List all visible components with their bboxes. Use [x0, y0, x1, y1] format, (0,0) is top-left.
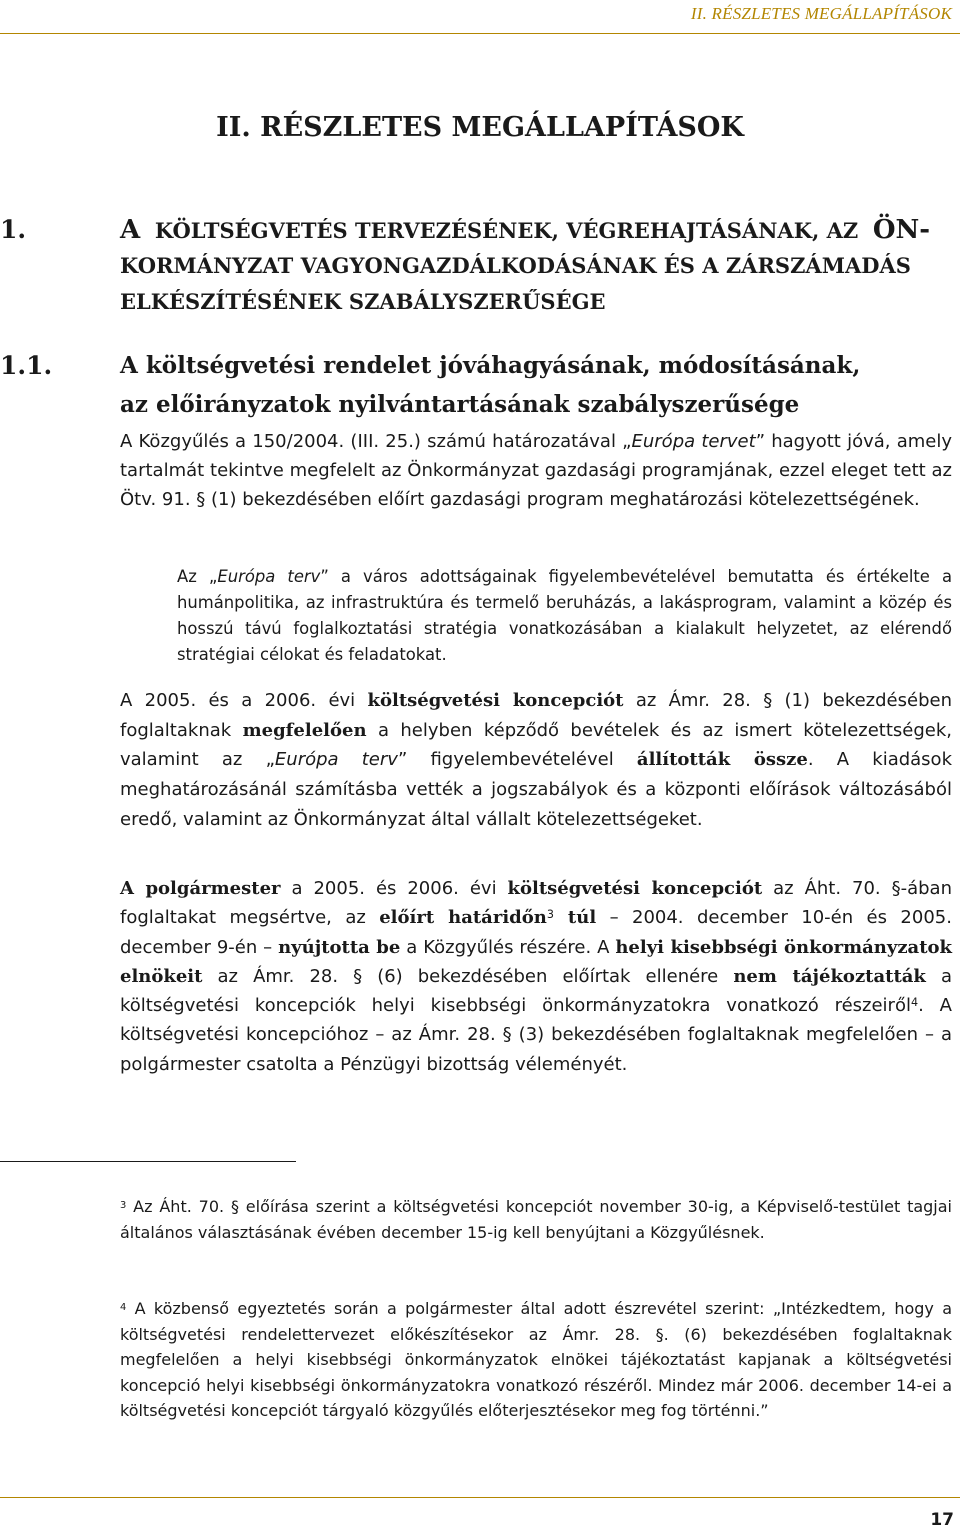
heading-line-1: A KÖLTSÉGVETÉS TERVEZÉSÉNEK, VÉGREHAJTÁSÁNAK, AZ ÖN-: [120, 215, 931, 245]
section-number: 1.: [0, 215, 27, 244]
footnote-separator: [0, 1161, 296, 1162]
footnote-mark: 4: [120, 1301, 127, 1313]
footnote-mark: 3: [120, 1199, 127, 1211]
heading-line-3: ELKÉSZÍTÉSÉNEK SZABÁLYSZERŰSÉGE: [120, 289, 606, 314]
page-number: 17: [930, 1510, 954, 1530]
subheading-line-2: az előirányzatok nyilvántartásának szabályszerűsége: [120, 391, 800, 418]
quoted-paragraph: Az „Európa terv” a város adottságainak figyelembevételével bemutatta és értékelte a humánpolitika, az infrastruktúra és termelő beruházás, a lakásprogram, valamint a közép és hosszú távú foglalkoztatási stratégia vonatkozásában a kialakult helyzetet, az elérendő stratégiai célokat és feladatokat.: [177, 567, 952, 664]
footnote-ref-4[interactable]: 4: [910, 996, 919, 1010]
subheading-line-1: A költségvetési rendelet jóváhagyásának, módosításának,: [120, 352, 861, 379]
running-header: II. RÉSZLETES MEGÁLLAPÍTÁSOK: [690, 4, 952, 23]
paragraph-polgarmester: A polgármester a 2005. és 2006. évi költségvetési koncepciót az Áht. 70. §-ában foglaltakat megsértve, az előírt határidőn$^3$ túl – 2004. december 10-én és 2005. december 9-én – nyújtotta be a Közgyűlés részére. A helyi kisebbségi önkormányzatok elnökeit az Ámr. 28. § (6) bekezdésében előírtak ellenére nem tájékoztatták a költségvetési koncepciók helyi kisebbségi önkormányzatokra vonatkozó részeiről$^4$. A költségvetési koncepcióhoz – az Ámr. 28. § (3) bekezdésében foglaltaknak megfelelően – a polgármester csatolta a Pénzügyi bizottság véleményét.: [120, 878, 952, 1075]
paragraph-koncepcio: A 2005. és a 2006. évi költségvetési koncepciót az Ámr. 28. § (1) bekezdésében foglaltaknak megfelelően a helyben képződő bevételek és az ismert kötelezettségek, valamint az „Európa terv” figyelembevételével állították össze. A kiadások meghatározásánál számításba vették a jogszabályok és a központi előírások változásából eredő, valamint az Önkormányzat által vállalt kötelezettségeket.: [120, 690, 953, 830]
footnote-3: $^3$ Az Áht. 70. § előírása szerint a költségvetési koncepciót november 30-ig, a Képviselő-testület tagjai általános választásának évében december 15-ig kell benyújtani a Közgyűlésnek.: [120, 1197, 952, 1242]
header-rule: [0, 33, 960, 34]
subsection-number: 1.1.: [0, 351, 53, 380]
paragraph-europa-terv: A Közgyűlés a 150/2004. (III. 25.) számú határozatával „Európa tervet” hagyott jóvá, amely tartalmát tekintve megfelelt az Önkormányzat gazdasági programjának, ezzel eleget tett az Ötv. 91. § (1) bekezdésében előírt gazdasági program meghatározási kötelezettségének.: [120, 431, 952, 510]
chapter-title: II. RÉSZLETES MEGÁLLAPÍTÁSOK: [216, 112, 744, 143]
footnote-ref-3[interactable]: 3: [546, 908, 554, 922]
footnote-4: $^4$ A közbenső egyeztetés során a polgármester által adott észrevétel szerint: „Intézkedtem, hogy a költségvetési rendelettervezet előkészítésekor az Ámr. 28. §. (6) bekezdésében foglaltaknak megfelelően a helyi kisebbségi önkormányzatok elnökei tájékoztatást kapjanak a költségvetési koncepció helyi kisebbségi önkormányzatokra vonatkozó részéről. Mindez már 2006. december 14-ei a költségvetési koncepciót tárgyaló közgyűlés előterjesztésekor meg fog történni.”: [120, 1299, 952, 1420]
footer-rule: [0, 1497, 960, 1498]
heading-line-2: KORMÁNYZAT VAGYONGAZDÁLKODÁSÁNAK ÉS A ZÁRSZÁMADÁS: [120, 253, 911, 278]
